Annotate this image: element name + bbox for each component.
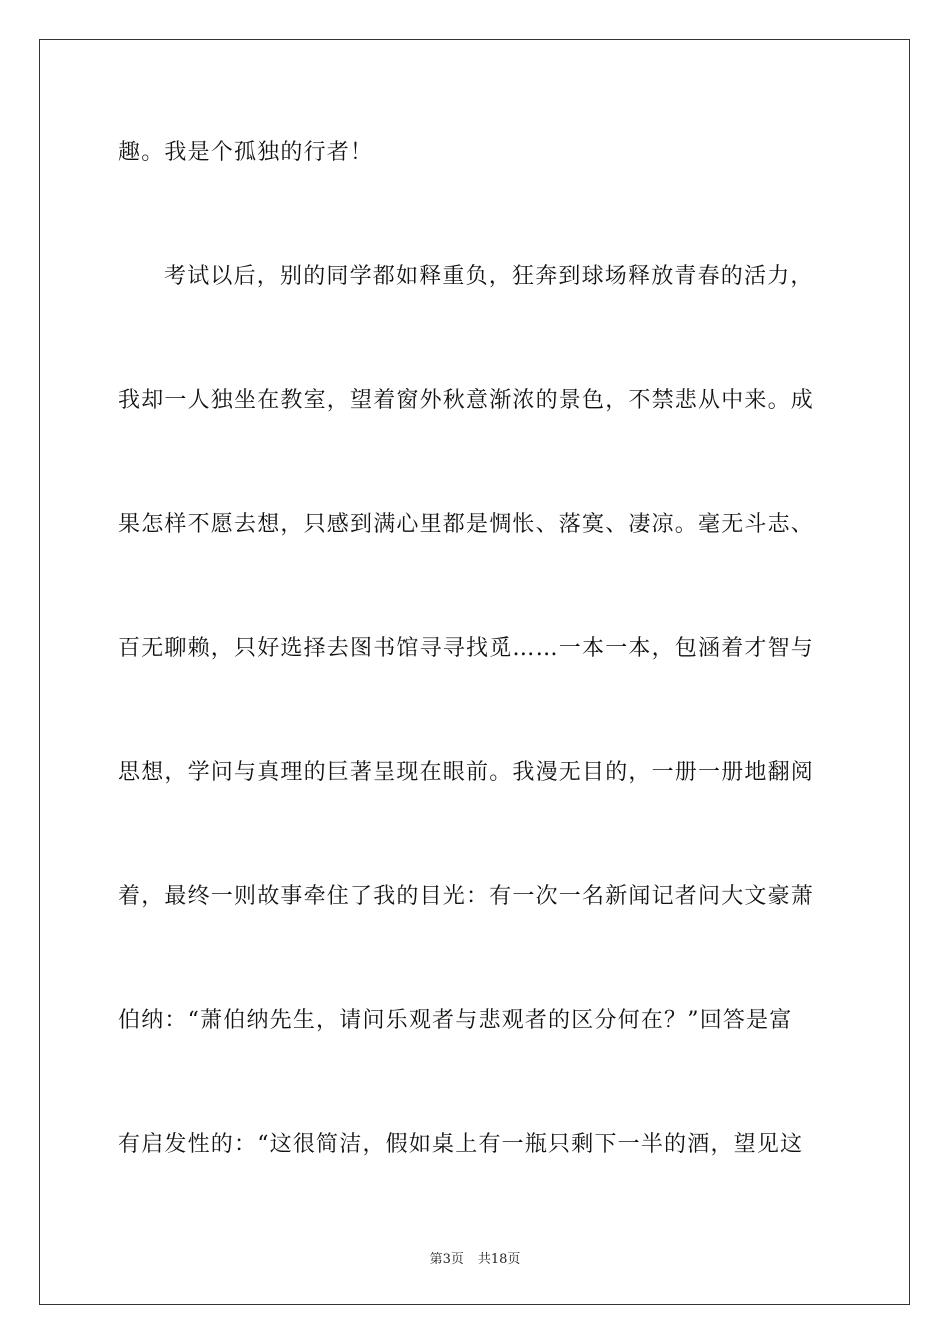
page-total: 共18页	[477, 1252, 521, 1267]
paragraph-line: 百无聊赖，只好选择去图书馆寻寻找觅……一本一本，包涵着才智与	[118, 636, 815, 661]
paragraph-line: 伯纳：“萧伯纳先生，请问乐观者与悲观者的区分何在？”回答是富	[118, 1008, 793, 1033]
paragraph-line: 有启发性的：“这很简洁，假如桌上有一瓶只剩下一半的酒，望见这	[118, 1132, 804, 1157]
paragraph-line: 着，最终一则故事牵住了我的目光：有一次一名新闻记者问大文豪萧	[118, 884, 815, 909]
page-border	[39, 39, 910, 1305]
paragraph-line: 趣。我是个孤独的行者！	[118, 140, 374, 165]
paragraph-line: 我却一人独坐在教室，望着窗外秋意渐浓的景色，不禁悲从中来。成	[118, 388, 815, 413]
paragraph-line: 果怎样不愿去想，只感到满心里都是惆怅、落寞、凄凉。毫无斗志、	[118, 512, 815, 537]
paragraph-line-indented: 考试以后，别的同学都如释重负，狂奔到球场释放青春的活力，	[164, 264, 814, 289]
paragraph-line: 思想，学问与真理的巨著呈现在眼前。我漫无目的，一册一册地翻阅	[118, 760, 815, 785]
page-footer	[0, 1248, 950, 1267]
page-number: 第3页	[429, 1252, 464, 1267]
